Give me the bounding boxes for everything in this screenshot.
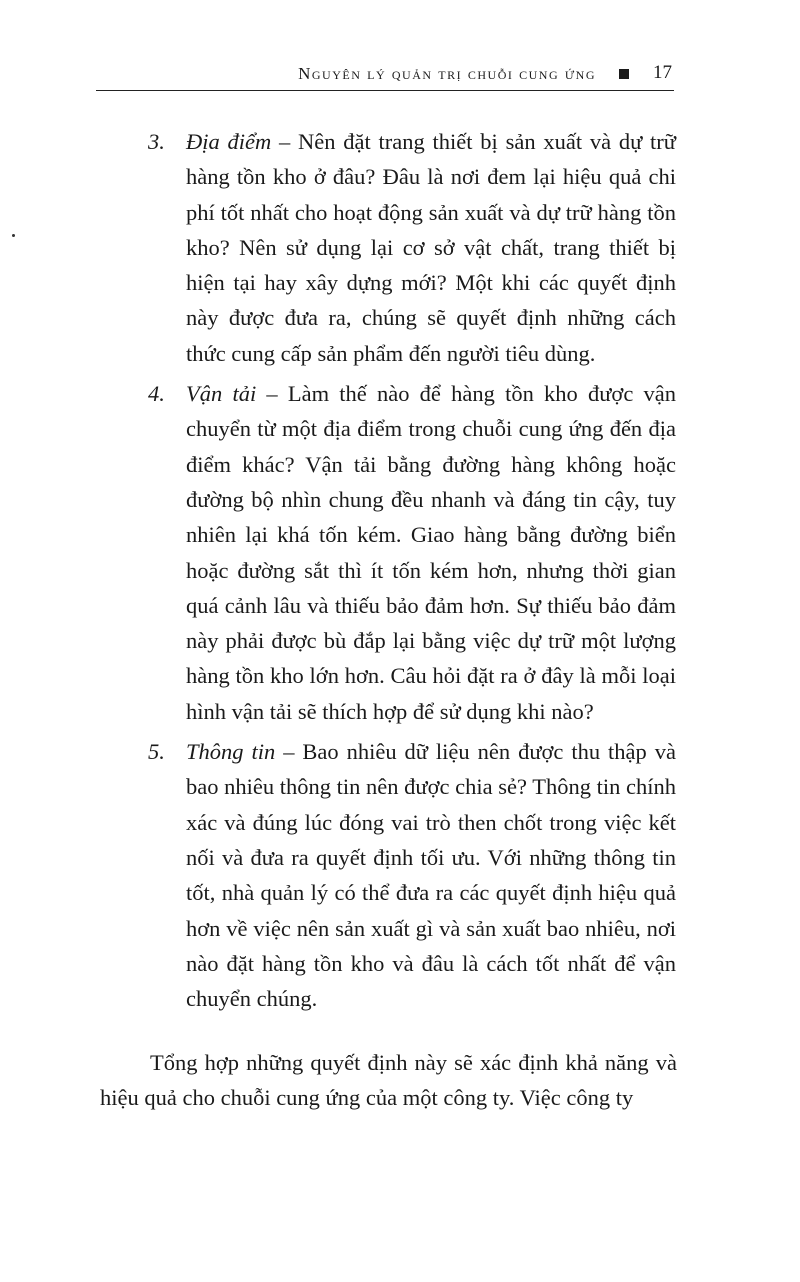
list-item-information	[148, 734, 676, 1016]
numbered-list	[0, 124, 800, 1021]
list-item-number: 4.	[148, 381, 165, 407]
running-header	[96, 60, 674, 91]
list-item-number: 3.	[148, 129, 165, 154]
running-title: Nguyên lý quản trị chuỗi cung ứng	[298, 64, 596, 83]
list-item-text: – Nên đặt trang thiết bị sản xuất và dự trữ hàng tồn kho ở đâu? Đâu là nơi đem lại hiệu quả chi phí tốt nhất cho hoạt động sản xuất và dự trữ hàng tồn kho? Nên sử dụng lại cơ sở vật chất, trang thiết bị hiện tại hay xây dựng mới? Một khi các quyết định này được đưa ra, chúng sẽ quyết định những cách thức cung cấp sản phẩm đến người tiêu dùng.	[186, 129, 676, 366]
list-item-number: 5.	[148, 739, 165, 765]
list-item-location	[148, 124, 676, 371]
list-item-transport	[148, 376, 676, 729]
list-item-term: Vận tải	[186, 381, 257, 407]
list-item-text: – Bao nhiêu dữ liệu nên được thu thập và bao nhiêu thông tin nên được chia sẻ? Thông tin chính xác và đúng lúc đóng vai trò then chốt trong việc kết nối và đưa ra quyết định tối ưu. Với những thông tin tốt, nhà quản lý có thể đưa ra các quyết định hiệu quả hơn về việc nên sản xuất gì và sản xuất bao nhiêu, nơi nào đặt hàng tồn kho và đâu là cách tốt nhất để vận chuyển chúng.	[186, 739, 676, 1012]
list-item-term: Thông tin	[186, 739, 276, 765]
square-bullet-icon	[619, 69, 629, 79]
page-number: 17	[653, 62, 672, 83]
list-item-term: Địa điểm	[186, 129, 272, 154]
closing-paragraph: Tổng hợp những quyết định này sẽ xác định khả năng và hiệu quả cho chuỗi cung ứng của một công ty. Việc công ty	[100, 1049, 677, 1110]
list-item-text: – Làm thế nào để hàng tồn kho được vận chuyển từ một địa điểm trong chuỗi cung ứng đến địa điểm khác? Vận tải bằng đường hàng không hoặc đường bộ nhìn chung đều nhanh và đáng tin cậy, tuy nhiên lại khá tốn kém. Giao hàng bằng đường biển hoặc đường sắt thì ít tốn kém hơn, nhưng thời gian quá cảnh lâu và thiếu bảo đảm hơn. Sự thiếu bảo đảm này phải được bù đắp lại bằng việc dự trữ một lượng hàng tồn kho lớn hơn. Câu hỏi đặt ra ở đây là mỗi loại hình vận tải sẽ thích hợp để sử dụng khi nào?	[186, 381, 676, 724]
